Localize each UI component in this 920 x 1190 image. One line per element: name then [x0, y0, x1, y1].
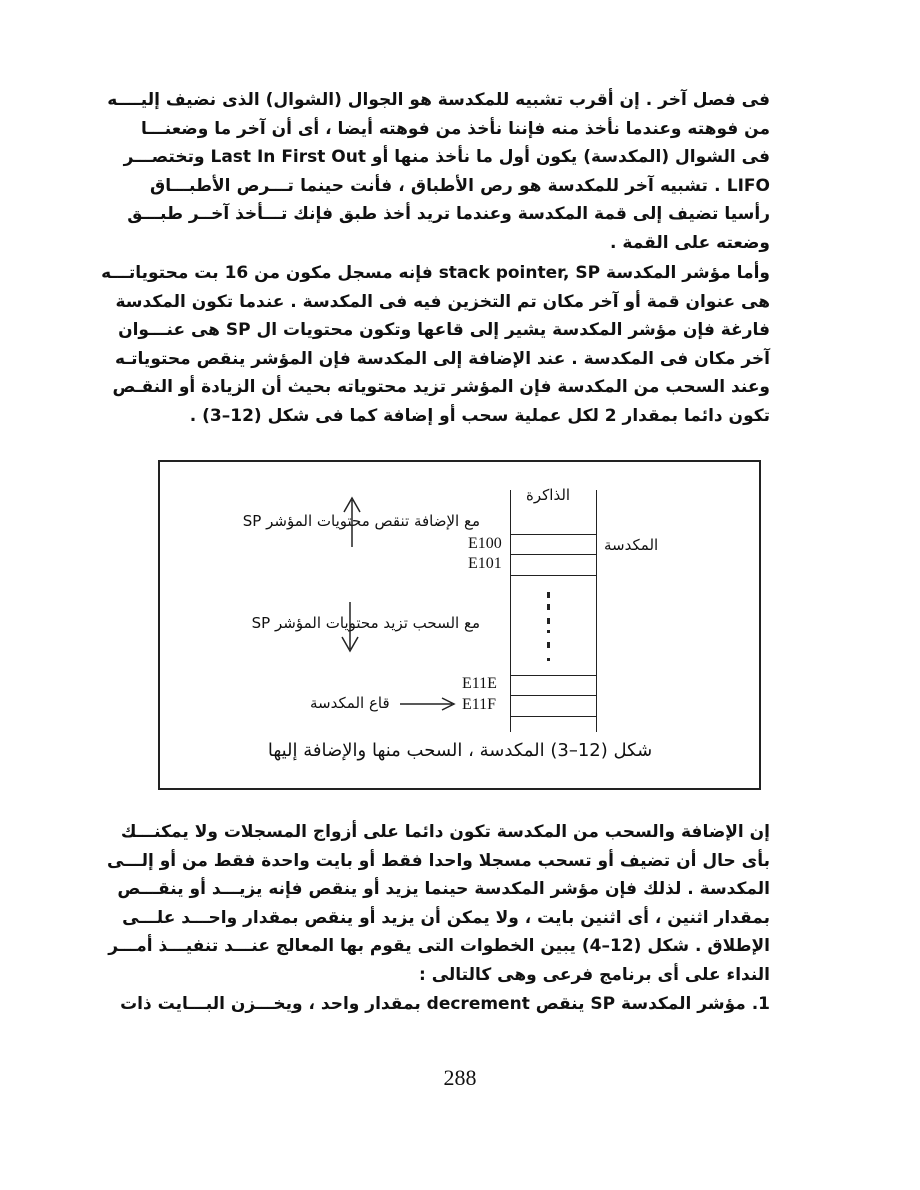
memory-label: الذاكرة	[526, 486, 571, 504]
stack-label: المكدسة	[604, 536, 659, 554]
text-line: المكدسة . لذلك فإن مؤشر المكدسة حينما يزيد أو ينقص فإنه يزيـــد أو ينقـــص	[117, 879, 770, 900]
paragraph-register-pairs	[106, 818, 770, 1018]
text-line: وضعته على القمة .	[610, 232, 770, 253]
text-line: LIFO . تشبيه آخر للمكدسة هو رص الأطباق ، فأنت حينما تـــرص الأطبـــاق	[150, 175, 770, 196]
push-label: مع الإضافة تنقص محتويات المؤشر SP	[242, 512, 480, 530]
text-line: تكون دائما بمقدار 2 لكل عملية سحب أو إضافة كما فى شكل (12–3) .	[189, 405, 770, 426]
stack-bottom-label: قاع المكدسة	[310, 694, 390, 712]
down-arrow-icon	[342, 602, 358, 651]
address-e101: E101	[468, 555, 502, 572]
paragraph-stack-analogy	[107, 86, 770, 258]
text-line: بأى حال أن تضيف أو تسحب مسجلا واحدا فقط أو بايت واحدة فقط من أو إلـــى	[106, 850, 770, 871]
text-line: الإطلاق . شكل (12–4) يبين الخطوات التى يقوم بها المعالج عنـــد تنفيـــذ أمـــر	[108, 936, 770, 957]
right-arrow-icon	[400, 698, 454, 710]
address-e11f: E11F	[462, 696, 497, 713]
text-line: إن الإضافة والسحب من المكدسة تكون دائما على أزواج المسجلات ولا يمكنـــك	[120, 822, 770, 842]
text-line: فارغة فإن مؤشر المكدسة يشير إلى قاعها وتكون محتويات ال SP هى عنـــوان	[118, 320, 770, 341]
text-line: من فوهته وعندما نأخذ منه فإننا نأخذ من فوهته أيضا ، أى أن آخر ما وضعنـــا	[140, 118, 770, 139]
text-line: وأما مؤشر المكدسة stack pointer, SP فإنه مسجل مكون من 16 بت محتوياتـــه	[101, 263, 770, 283]
text-line: بمقدار اثنين ، أى اثنين بايت ، ولا يمكن أن يزيد أو ينقص بمقدار واحـــد علـــى	[122, 907, 770, 928]
pop-label: مع السحب تزيد محتويات المؤشر SP	[251, 614, 480, 632]
up-arrow-icon	[344, 498, 360, 547]
address-e11e: E11E	[462, 675, 497, 692]
text-line: هى عنوان قمة أو آخر مكان تم التخزين فيه فى المكدسة . عندما تكون المكدسة	[115, 291, 770, 312]
text-line: 1. مؤشر المكدسة SP ينقص decrement بمقدار واحد ، ويخـــزن البـــايت ذات	[120, 993, 770, 1014]
figure-caption: شكل (12–3) المكدسة ، السحب منها والإضافة إليها	[267, 740, 653, 761]
text-line: آخر مكان فى المكدسة . عند الإضافة إلى المكدسة فإن المؤشر ينقص محتوياتـه	[115, 348, 770, 369]
address-e100: E100	[468, 535, 502, 552]
text-line: وعند السحب من المكدسة فإن المؤشر تزيد محتوياته بحيث أن الزيادة أو النقـص	[112, 377, 770, 398]
text-line: النداء على أى برنامج فرعى وهى كالتالى :	[418, 964, 770, 985]
page-number: 288	[443, 1065, 477, 1090]
text-line: فى فصل آخر . إن أقرب تشبيه للمكدسة هو الجوال (الشوال) الذى نضيف إليــــه	[107, 90, 770, 110]
stack-figure	[158, 460, 761, 790]
paragraph-stack-pointer	[101, 259, 770, 431]
text-line: فى الشوال (المكدسة) يكون أول ما نأخذ منها أو Last In First Out وتختصـــر	[123, 147, 770, 168]
text-line: رأسيا تضيف إلى قمة المكدسة وعندما تريد أخذ طبق فإنك تـــأخذ آخــر طبـــق	[127, 204, 770, 225]
